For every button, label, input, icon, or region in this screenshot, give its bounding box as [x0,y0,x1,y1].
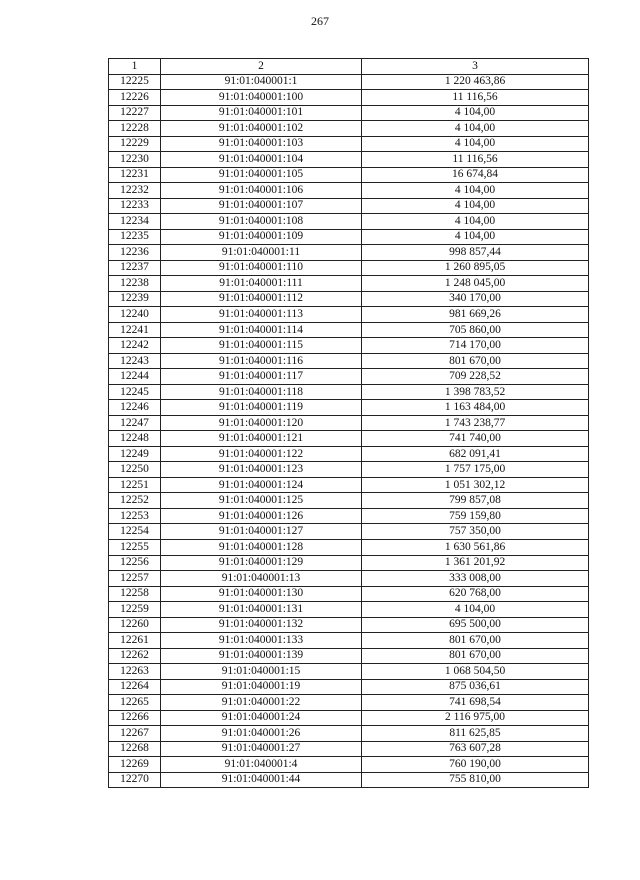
row-number-cell: 12225 [109,74,161,90]
cadastral-number-cell: 91:01:040001:104 [161,152,362,168]
cadastral-number-cell: 91:01:040001:126 [161,508,362,524]
row-number-cell: 12239 [109,291,161,307]
value-cell: 1 051 302,12 [362,477,589,493]
value-cell: 2 116 975,00 [362,710,589,726]
value-cell: 755 810,00 [362,772,589,788]
value-cell: 998 857,44 [362,245,589,261]
cadastral-number-cell: 91:01:040001:24 [161,710,362,726]
cadastral-number-cell: 91:01:040001:115 [161,338,362,354]
cadastral-number-cell: 91:01:040001:106 [161,183,362,199]
table-row [109,276,589,292]
row-number-cell: 12260 [109,617,161,633]
cadastral-number-cell: 91:01:040001:127 [161,524,362,540]
row-number-cell: 12256 [109,555,161,571]
value-cell: 4 104,00 [362,105,589,121]
row-number-cell: 12230 [109,152,161,168]
cadastral-number-cell: 91:01:040001:19 [161,679,362,695]
row-number-cell: 12258 [109,586,161,602]
value-cell: 763 607,28 [362,741,589,757]
table-row [109,338,589,354]
cadastral-number-cell: 91:01:040001:128 [161,539,362,555]
column-header-1: 1 [109,59,161,75]
cadastral-number-cell: 91:01:040001:1 [161,74,362,90]
table-row [109,726,589,742]
row-number-cell: 12249 [109,446,161,462]
value-cell: 4 104,00 [362,214,589,230]
row-number-cell: 12247 [109,415,161,431]
row-number-cell: 12269 [109,757,161,773]
cadastral-number-cell: 91:01:040001:139 [161,648,362,664]
value-cell: 811 625,85 [362,726,589,742]
value-cell: 705 860,00 [362,322,589,338]
cadastral-number-cell: 91:01:040001:100 [161,90,362,106]
table-row [109,90,589,106]
table-row [109,664,589,680]
cadastral-number-cell: 91:01:040001:107 [161,198,362,214]
cadastral-number-cell: 91:01:040001:121 [161,431,362,447]
value-cell: 682 091,41 [362,446,589,462]
table-row [109,695,589,711]
value-cell: 757 350,00 [362,524,589,540]
table-row [109,307,589,323]
table-row [109,648,589,664]
cadastral-number-cell: 91:01:040001:131 [161,602,362,618]
value-cell: 4 104,00 [362,229,589,245]
cadastral-number-cell: 91:01:040001:102 [161,121,362,137]
row-number-cell: 12236 [109,245,161,261]
value-cell: 620 768,00 [362,586,589,602]
row-number-cell: 12255 [109,539,161,555]
row-number-cell: 12235 [109,229,161,245]
cadastral-number-cell: 91:01:040001:117 [161,369,362,385]
cadastral-number-cell: 91:01:040001:44 [161,772,362,788]
cadastral-number-cell: 91:01:040001:103 [161,136,362,152]
table-row [109,400,589,416]
table-row [109,586,589,602]
row-number-cell: 12250 [109,462,161,478]
table-row [109,152,589,168]
row-number-cell: 12265 [109,695,161,711]
table-row [109,772,589,788]
cadastral-number-cell: 91:01:040001:130 [161,586,362,602]
cadastral-number-cell: 91:01:040001:133 [161,633,362,649]
row-number-cell: 12240 [109,307,161,323]
table-row [109,415,589,431]
table-row [109,431,589,447]
row-number-cell: 12245 [109,384,161,400]
value-cell: 333 008,00 [362,571,589,587]
value-cell: 340 170,00 [362,291,589,307]
table-row [109,555,589,571]
value-cell: 4 104,00 [362,198,589,214]
row-number-cell: 12267 [109,726,161,742]
cadastral-number-cell: 91:01:040001:15 [161,664,362,680]
value-cell: 801 670,00 [362,353,589,369]
table-row [109,183,589,199]
cadastral-number-cell: 91:01:040001:101 [161,105,362,121]
table-row [109,167,589,183]
cadastral-number-cell: 91:01:040001:108 [161,214,362,230]
table-row [109,524,589,540]
row-number-cell: 12244 [109,369,161,385]
row-number-cell: 12254 [109,524,161,540]
cadastral-number-cell: 91:01:040001:105 [161,167,362,183]
value-cell: 1 361 201,92 [362,555,589,571]
row-number-cell: 12246 [109,400,161,416]
cadastral-number-cell: 91:01:040001:113 [161,307,362,323]
row-number-cell: 12228 [109,121,161,137]
value-cell: 801 670,00 [362,648,589,664]
value-cell: 1 163 484,00 [362,400,589,416]
value-cell: 759 159,80 [362,508,589,524]
value-cell: 1 757 175,00 [362,462,589,478]
row-number-cell: 12253 [109,508,161,524]
cadastral-number-cell: 91:01:040001:4 [161,757,362,773]
table-row [109,369,589,385]
table-row [109,446,589,462]
table-body [109,74,589,788]
column-header-3: 3 [362,59,589,75]
cadastral-number-cell: 91:01:040001:22 [161,695,362,711]
row-number-cell: 12234 [109,214,161,230]
cadastral-number-cell: 91:01:040001:13 [161,571,362,587]
table-row [109,322,589,338]
column-header-2: 2 [161,59,362,75]
row-number-cell: 12259 [109,602,161,618]
row-number-cell: 12261 [109,633,161,649]
value-cell: 4 104,00 [362,121,589,137]
cadastral-number-cell: 91:01:040001:27 [161,741,362,757]
value-cell: 801 670,00 [362,633,589,649]
row-number-cell: 12263 [109,664,161,680]
table-row [109,679,589,695]
table-row [109,229,589,245]
row-number-cell: 12242 [109,338,161,354]
table-row [109,198,589,214]
table-row [109,710,589,726]
cadastral-number-cell: 91:01:040001:124 [161,477,362,493]
value-cell: 981 669,26 [362,307,589,323]
table-row [109,353,589,369]
row-number-cell: 12248 [109,431,161,447]
cadastral-number-cell: 91:01:040001:123 [161,462,362,478]
value-cell: 4 104,00 [362,183,589,199]
table-row [109,508,589,524]
value-cell: 11 116,56 [362,152,589,168]
table-row [109,617,589,633]
table-header-row [109,59,589,75]
cadastral-number-cell: 91:01:040001:125 [161,493,362,509]
cadastral-number-cell: 91:01:040001:114 [161,322,362,338]
value-cell: 16 674,84 [362,167,589,183]
value-cell: 695 500,00 [362,617,589,633]
table-row [109,633,589,649]
row-number-cell: 12262 [109,648,161,664]
cadastral-number-cell: 91:01:040001:112 [161,291,362,307]
value-cell: 4 104,00 [362,602,589,618]
row-number-cell: 12266 [109,710,161,726]
value-cell: 714 170,00 [362,338,589,354]
value-cell: 1 220 463,86 [362,74,589,90]
value-cell: 4 104,00 [362,136,589,152]
row-number-cell: 12268 [109,741,161,757]
row-number-cell: 12233 [109,198,161,214]
row-number-cell: 12241 [109,322,161,338]
table-row [109,477,589,493]
value-cell: 1 068 504,50 [362,664,589,680]
cadastral-number-cell: 91:01:040001:120 [161,415,362,431]
table-row [109,105,589,121]
row-number-cell: 12229 [109,136,161,152]
table-row [109,121,589,137]
value-cell: 875 036,61 [362,679,589,695]
value-cell: 1 398 783,52 [362,384,589,400]
table-row [109,260,589,276]
cadastral-number-cell: 91:01:040001:122 [161,446,362,462]
value-cell: 799 857,08 [362,493,589,509]
cadastral-number-cell: 91:01:040001:119 [161,400,362,416]
table-row [109,245,589,261]
value-cell: 1 743 238,77 [362,415,589,431]
table-row [109,571,589,587]
cadastral-number-cell: 91:01:040001:26 [161,726,362,742]
row-number-cell: 12251 [109,477,161,493]
table-row [109,136,589,152]
cadastral-number-cell: 91:01:040001:118 [161,384,362,400]
cadastral-number-cell: 91:01:040001:110 [161,260,362,276]
table-row [109,462,589,478]
cadastral-number-cell: 91:01:040001:129 [161,555,362,571]
table-row [109,214,589,230]
value-cell: 760 190,00 [362,757,589,773]
row-number-cell: 12243 [109,353,161,369]
cadastral-number-cell: 91:01:040001:111 [161,276,362,292]
table-row [109,291,589,307]
table-row [109,384,589,400]
row-number-cell: 12226 [109,90,161,106]
table-row [109,493,589,509]
value-cell: 709 228,52 [362,369,589,385]
value-cell: 1 248 045,00 [362,276,589,292]
value-cell: 11 116,56 [362,90,589,106]
row-number-cell: 12264 [109,679,161,695]
cadastral-number-cell: 91:01:040001:116 [161,353,362,369]
row-number-cell: 12252 [109,493,161,509]
table-row [109,757,589,773]
row-number-cell: 12257 [109,571,161,587]
value-cell: 741 698,54 [362,695,589,711]
cadastral-number-cell: 91:01:040001:11 [161,245,362,261]
table-row [109,602,589,618]
row-number-cell: 12231 [109,167,161,183]
page-number: 267 [311,14,329,28]
row-number-cell: 12227 [109,105,161,121]
cadastral-number-cell: 91:01:040001:132 [161,617,362,633]
row-number-cell: 12238 [109,276,161,292]
value-cell: 1 630 561,86 [362,539,589,555]
table-row [109,741,589,757]
row-number-cell: 12232 [109,183,161,199]
row-number-cell: 12270 [109,772,161,788]
data-table [108,58,589,788]
row-number-cell: 12237 [109,260,161,276]
table-row [109,539,589,555]
cadastral-number-cell: 91:01:040001:109 [161,229,362,245]
table-row [109,74,589,90]
value-cell: 1 260 895,05 [362,260,589,276]
value-cell: 741 740,00 [362,431,589,447]
